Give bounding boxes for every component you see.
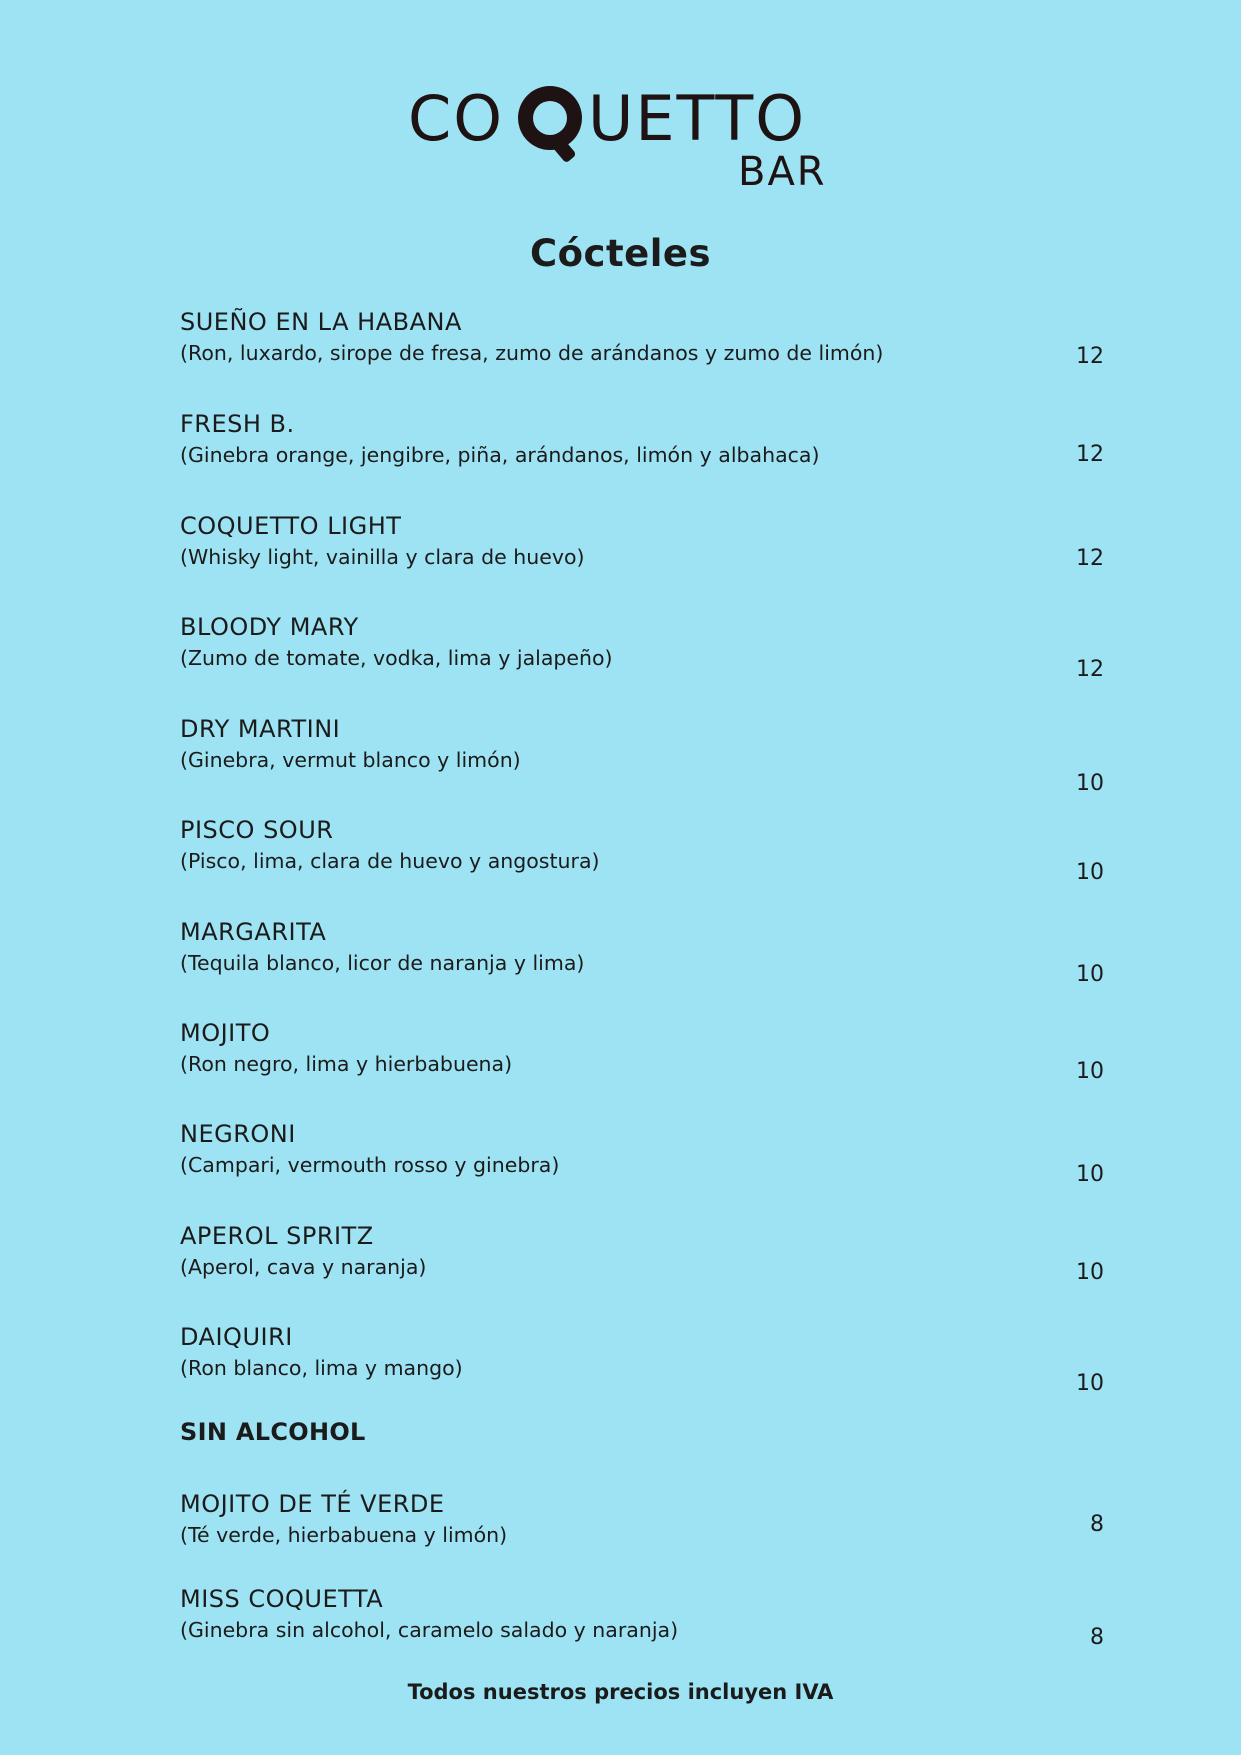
section-title: Cócteles [529,232,712,275]
item-name: APEROL SPRITZ [180,1222,374,1250]
item-name: FRESH B. [180,410,295,438]
item-description: (Ron, luxardo, sirope de fresa, zumo de arándanos y zumo de limón) [180,341,884,365]
item-name: DRY MARTINI [180,715,341,743]
sin-alcohol-title: SIN ALCOHOL [180,1418,366,1446]
logo-q-glyph [518,86,582,163]
item-description: (Ginebra sin alcohol, caramelo salado y naranja) [180,1618,679,1642]
item-price: 10 [1076,1162,1104,1187]
item-description: (Campari, vermouth rosso y ginebra) [180,1153,560,1177]
brand-logo-graphic [408,70,838,190]
item-description: (Tequila blanco, licor de naranja y lima) [180,951,585,975]
item-price: 10 [1076,771,1104,796]
item-description: (Zumo de tomate, vodka, lima y jalapeño) [180,646,613,670]
item-price: 8 [1090,1512,1104,1537]
item-description: (Ron blanco, lima y mango) [180,1356,463,1380]
item-price: 12 [1076,442,1104,467]
item-name: MARGARITA [180,918,327,946]
item-name: MOJITO DE TÉ VERDE [180,1490,445,1518]
item-name: BLOODY MARY [180,613,359,641]
item-description: (Ginebra orange, jengibre, piña, arándanos, limón y albahaca) [180,443,820,467]
item-name: SUEÑO EN LA HABANA [180,308,462,336]
item-price: 10 [1076,860,1104,885]
item-description: (Whisky light, vainilla y clara de huevo) [180,545,585,569]
item-name: MOJITO [180,1019,271,1047]
item-price: 10 [1076,1059,1104,1084]
item-name: MISS COQUETTA [180,1585,384,1613]
logo-word-part2: UETTO [588,82,807,155]
item-price: 10 [1076,1260,1104,1285]
item-price: 12 [1076,546,1104,571]
item-price: 10 [1076,962,1104,987]
item-price: 10 [1076,1371,1104,1396]
item-description: (Pisco, lima, clara de huevo y angostura) [180,849,600,873]
item-price: 12 [1076,344,1104,369]
item-price: 8 [1090,1625,1104,1650]
footer-note: Todos nuestros precios incluyen IVA [407,1680,834,1704]
item-description: (Ginebra, vermut blanco y limón) [180,748,521,772]
logo-word-part1: CO [408,82,505,155]
item-price: 12 [1076,657,1104,682]
logo-sub: BAR [738,149,827,190]
item-description: (Aperol, cava y naranja) [180,1255,427,1279]
item-name: DAIQUIRI [180,1323,293,1351]
item-name: NEGRONI [180,1120,296,1148]
brand-logo [408,70,838,190]
item-description: (Ron negro, lima y hierbabuena) [180,1052,513,1076]
item-name: PISCO SOUR [180,816,334,844]
item-name: COQUETTO LIGHT [180,512,402,540]
item-description: (Té verde, hierbabuena y limón) [180,1523,508,1547]
